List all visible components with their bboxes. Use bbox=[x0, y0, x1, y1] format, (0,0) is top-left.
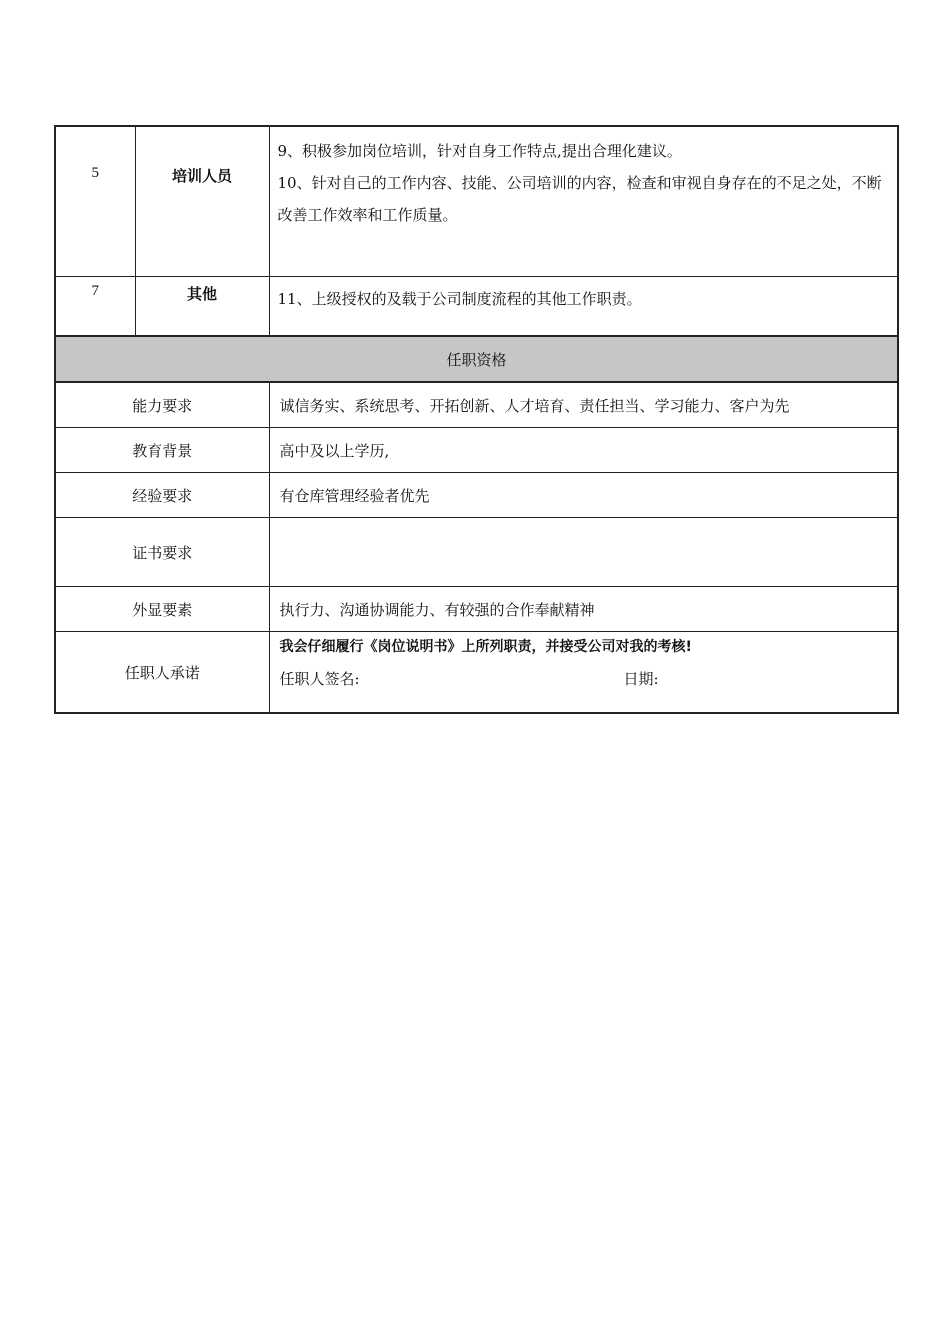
duty-category: 其他 bbox=[135, 277, 269, 337]
duty-line: 11、上级授权的及载于公司制度流程的其他工作职责。 bbox=[277, 290, 642, 308]
qualification-row bbox=[55, 428, 898, 473]
duty-row bbox=[55, 126, 898, 277]
qualification-label: 证书要求 bbox=[55, 518, 269, 587]
duty-number: 5 bbox=[55, 126, 135, 277]
duty-category: 培训人员 bbox=[135, 126, 269, 277]
job-description-sheet bbox=[54, 125, 897, 714]
duty-number: 7 bbox=[55, 277, 135, 337]
qualification-row bbox=[55, 473, 898, 518]
signature-label: 任职人签名: bbox=[279, 670, 360, 688]
qualifications-title: 任职资格 bbox=[55, 336, 898, 382]
duty-line: 9、积极参加岗位培训，针对自身工作特点,提出合理化建议。 bbox=[277, 142, 682, 160]
commitment-content bbox=[269, 632, 898, 714]
qualification-label: 经验要求 bbox=[55, 473, 269, 518]
qualification-value: 诚信务实、系统思考、开拓创新、人才培育、责任担当、学习能力、客户为先 bbox=[269, 382, 898, 428]
qualification-label: 外显要素 bbox=[55, 587, 269, 632]
qualifications-header-row bbox=[55, 336, 898, 382]
commitment-label: 任职人承诺 bbox=[55, 632, 269, 714]
qualification-value bbox=[269, 518, 898, 587]
qualification-row bbox=[55, 518, 898, 587]
commitment-row bbox=[55, 632, 898, 714]
commitment-statement: 我会仔细履行《岗位说明书》上所列职责，并接受公司对我的考核! bbox=[279, 639, 692, 655]
duty-description bbox=[269, 126, 898, 277]
qualification-label: 教育背景 bbox=[55, 428, 269, 473]
qualification-value: 有仓库管理经验者优先 bbox=[269, 473, 898, 518]
qualification-row bbox=[55, 382, 898, 428]
qualification-label: 能力要求 bbox=[55, 382, 269, 428]
duty-row bbox=[55, 277, 898, 337]
duty-description bbox=[269, 277, 898, 337]
duty-line: 10、针对自己的工作内容、技能、公司培训的内容，检查和审视自身存在的不足之处，不断改善工作效率和工作质量。 bbox=[277, 174, 882, 224]
date-label: 日期: bbox=[623, 670, 659, 688]
qualification-value: 执行力、沟通协调能力、有较强的合作奉献精神 bbox=[269, 587, 898, 632]
signature-line bbox=[280, 668, 888, 690]
qualification-row bbox=[55, 587, 898, 632]
job-description-table bbox=[54, 125, 899, 714]
qualification-value: 高中及以上学历, bbox=[269, 428, 898, 473]
